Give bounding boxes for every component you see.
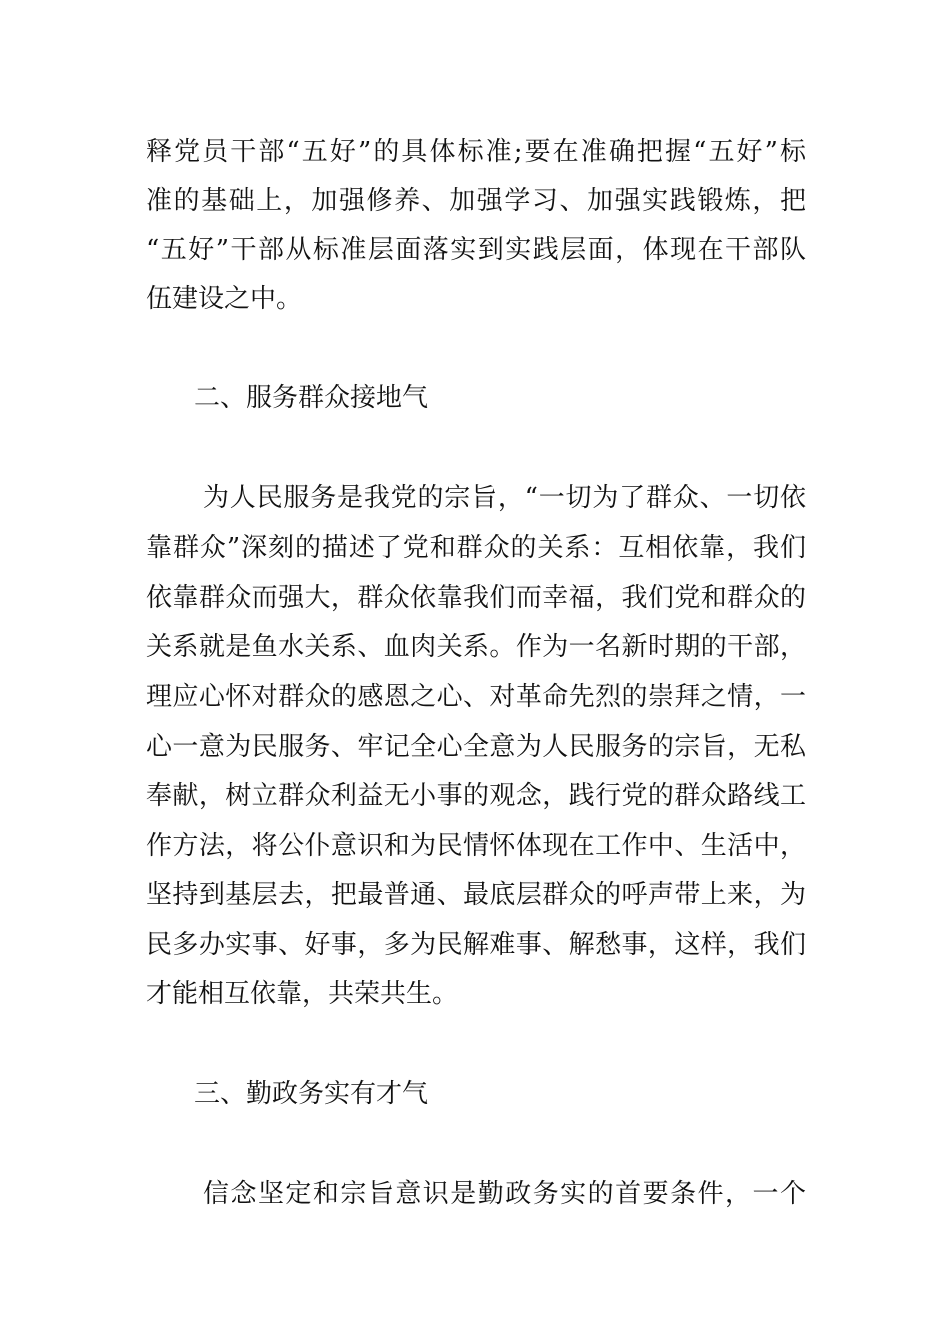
paragraph-2-line-8: 作方法，将公仆意识和为民情怀体现在工作中、生活中， — [146, 831, 806, 861]
section-heading-2: 二、服务群众接地气 — [194, 383, 429, 413]
paragraph-2-line-2: 靠群众”深刻的描述了党和群众的关系：互相依靠，我们 — [146, 533, 806, 563]
paragraph-2-line-4: 关系就是鱼水关系、血肉关系。作为一名新时期的干部， — [146, 632, 806, 662]
paragraph-2-line-10: 民多办实事、好事，多为民解难事、解愁事，这样，我们 — [146, 930, 806, 960]
paragraph-2-line-3: 依靠群众而强大，群众依靠我们而幸福，我们党和群众的 — [146, 583, 806, 613]
paragraph-2-line-6: 心一意为民服务、牢记全心全意为人民服务的宗旨，无私 — [146, 732, 806, 762]
paragraph-2-line-9: 坚持到基层去，把最普通、最底层群众的呼声带上来，为 — [146, 880, 806, 910]
paragraph-2-line-7: 奉献，树立群众利益无小事的观念，践行党的群众路线工 — [146, 781, 806, 811]
paragraph-1-line-3: “五好”干部从标准层面落实到实践层面，体现在干部队 — [146, 235, 806, 265]
paragraph-2-line-11: 才能相互依靠，共荣共生。 — [146, 979, 459, 1009]
section-heading-3: 三、勤政务实有才气 — [194, 1079, 429, 1109]
paragraph-1-line-4: 伍建设之中。 — [146, 284, 303, 314]
paragraph-1-line-1: 释党员干部“五好”的具体标准;要在准确把握“五好”标 — [146, 137, 806, 167]
paragraph-2-line-1: 为人民服务是我党的宗旨，“一切为了群众、一切依 — [203, 483, 806, 513]
paragraph-1-line-2: 准的基础上，加强修养、加强学习、加强实践锻炼，把 — [146, 186, 806, 216]
paragraph-3-line-1: 信念坚定和宗旨意识是勤政务实的首要条件，一个 — [203, 1179, 806, 1209]
paragraph-2-line-5: 理应心怀对群众的感恩之心、对革命先烈的崇拜之情，一 — [146, 682, 806, 712]
